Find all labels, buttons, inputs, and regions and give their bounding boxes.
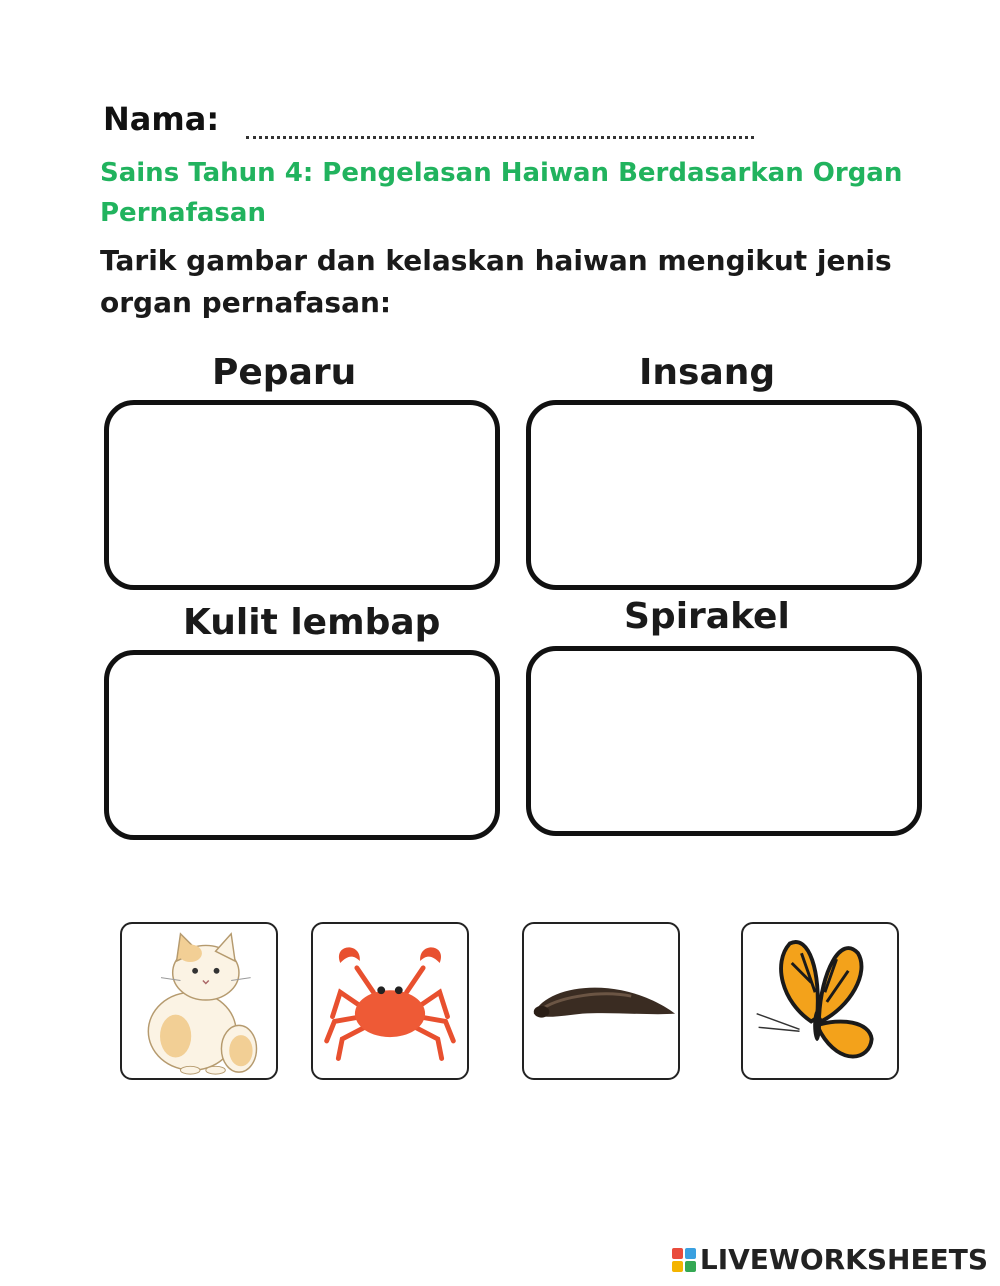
worksheet-subtitle: Sains Tahun 4: Pengelasan Haiwan Berdasarkan Organ Pernafasan	[100, 158, 903, 228]
animal-card-cat[interactable]	[120, 922, 278, 1080]
animal-card-crab[interactable]	[311, 922, 469, 1080]
name-label: Nama:	[103, 100, 220, 138]
drop-box-spirakel[interactable]	[526, 646, 922, 836]
drop-box-peparu[interactable]	[104, 400, 500, 590]
animal-card-leech[interactable]	[522, 922, 680, 1080]
instruction-text: Tarik gambar dan kelaskan haiwan mengikut jenis organ pernafasan:	[100, 244, 892, 319]
logo-text: LIVEWORKSHEETS	[699, 1243, 988, 1276]
category-label-kulit-lembap: Kulit lembap	[183, 602, 441, 643]
cat-icon	[122, 924, 276, 1078]
liveworksheets-logo	[672, 1243, 988, 1276]
category-label-insang: Insang	[639, 352, 776, 393]
category-label-peparu: Peparu	[212, 352, 357, 393]
animal-card-butterfly[interactable]	[741, 922, 899, 1080]
drop-box-insang[interactable]	[526, 400, 922, 590]
name-field-line[interactable]	[246, 136, 754, 139]
category-label-spirakel: Spirakel	[624, 596, 790, 637]
butterfly-icon	[743, 924, 897, 1078]
drop-box-kulit-lembap[interactable]	[104, 650, 500, 840]
logo-grid-icon	[672, 1248, 696, 1272]
leech-icon	[524, 924, 678, 1078]
crab-icon	[313, 924, 467, 1078]
